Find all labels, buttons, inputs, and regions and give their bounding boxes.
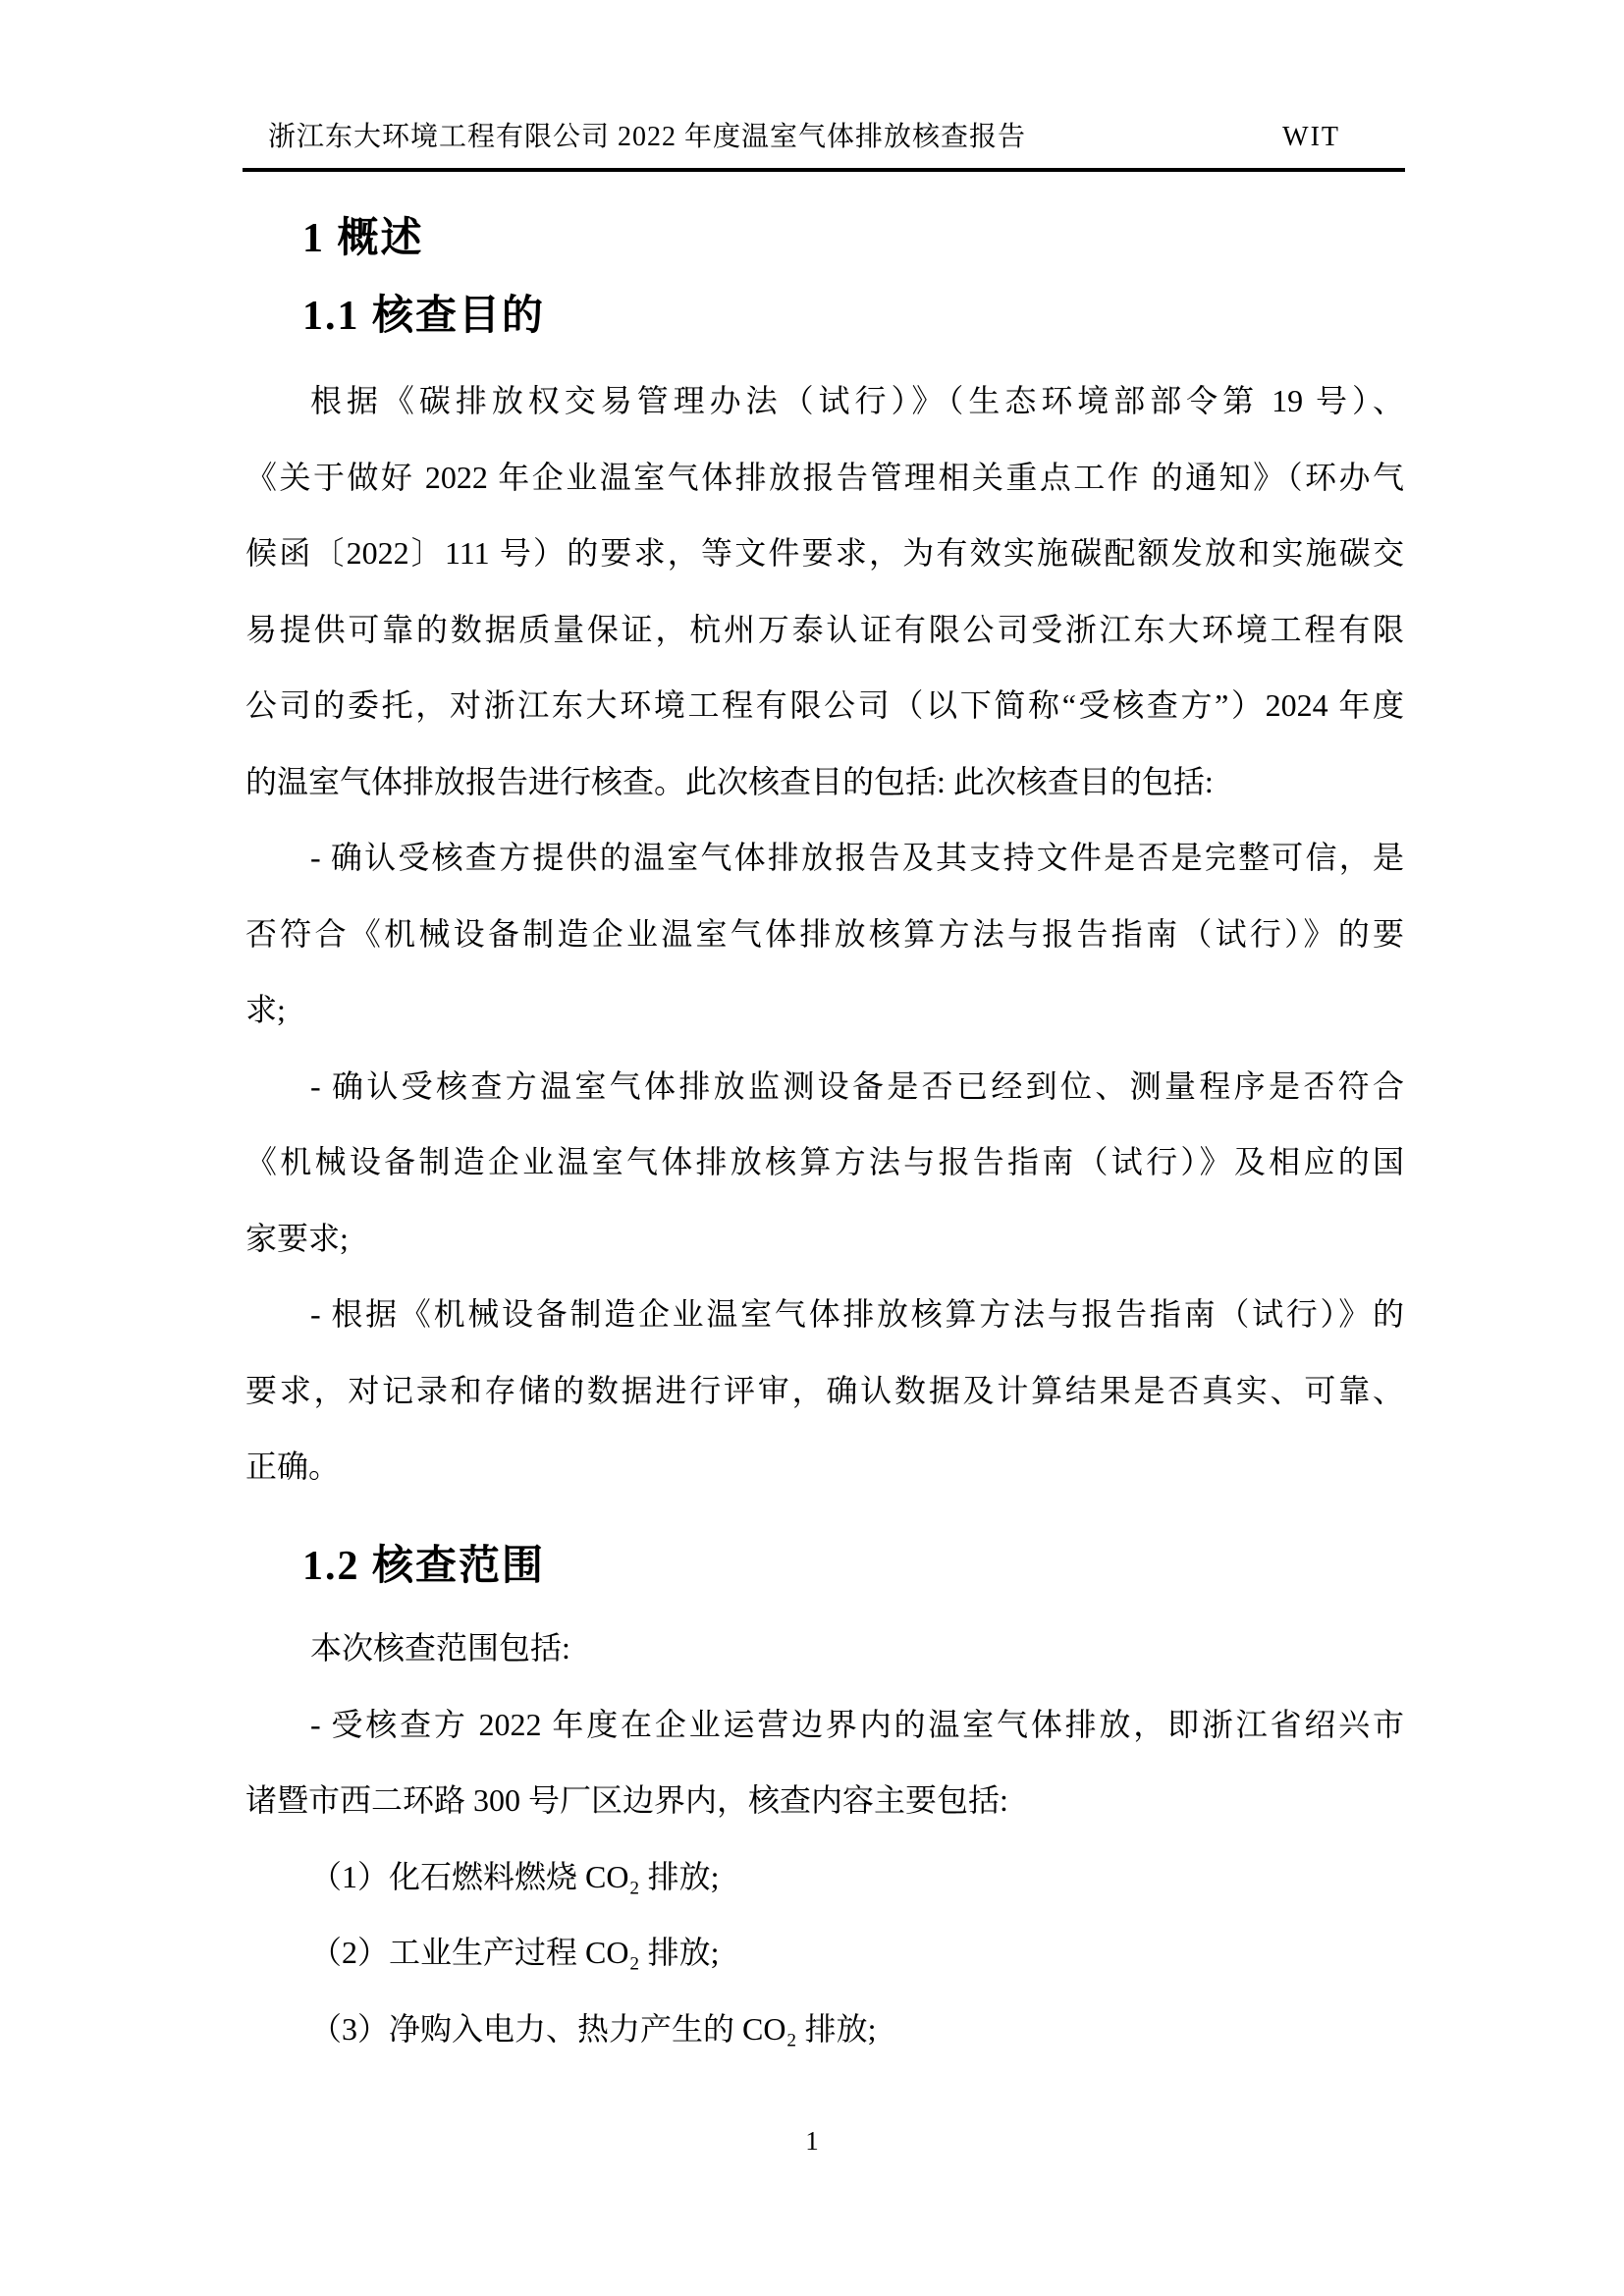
paragraph-block-scope bbox=[245, 1611, 1404, 2067]
text-line: 诸暨市西二环路 300 号厂区边界内，核查内容主要包括: bbox=[245, 1782, 1008, 1818]
text-line: 否符合《机械设备制造企业温室气体排放核算方法与报告指南（试行）》的要 bbox=[245, 915, 1404, 952]
paragraph-block-purpose bbox=[245, 363, 1404, 1505]
section-heading-text: 1.1 核查目的 bbox=[302, 294, 546, 339]
text-line: （1）化石燃料燃烧 CO₂ 排放; bbox=[310, 1858, 720, 1894]
text-line: 本次核查范围包括: bbox=[310, 1630, 570, 1666]
text-line: - 受核查方 2022 年度在企业运营边界内的温室气体排放，即浙江省绍兴市 bbox=[310, 1706, 1404, 1742]
text-line: 正确。 bbox=[245, 1449, 341, 1484]
text-line: - 确认受核查方提供的温室气体排放报告及其支持文件是否是完整可信，是 bbox=[310, 840, 1404, 875]
text-line: 易提供可靠的数据质量保证，杭州万泰认证有限公司受浙江东大环境工程有限 bbox=[245, 611, 1404, 647]
text-line: 根据《碳排放权交易管理办法（试行）》（生态环境部部令第 19 号）、 bbox=[310, 383, 1404, 418]
text-line: 公司的委托，对浙江东大环境工程有限公司（以下简称“受核查方”）2024 年度 bbox=[245, 687, 1404, 723]
text-line: 的温室气体排放报告进行核查。此次核查目的包括: 此次核查目的包括: bbox=[245, 763, 1214, 799]
text-line: 家要求; bbox=[245, 1220, 349, 1256]
text-line: 要求，对记录和存储的数据进行评审，确认数据及计算结果是否真实、可靠、 bbox=[245, 1372, 1404, 1408]
page-header bbox=[245, 116, 1404, 159]
text-line: - 确认受核查方温室气体排放监测设备是否已经到位、测量程序是否符合 bbox=[310, 1067, 1404, 1104]
page-number: 1 bbox=[805, 2126, 819, 2156]
text-line: 求; bbox=[245, 992, 286, 1027]
text-line: 《机械设备制造企业温室气体排放核算方法与报告指南（试行）》及相应的国 bbox=[245, 1144, 1404, 1179]
header-rule bbox=[243, 168, 1405, 172]
header-org-mark: WIT bbox=[1282, 122, 1340, 152]
heading-1-1-purpose bbox=[245, 287, 1404, 346]
section-heading-text: 1.2 核查范围 bbox=[302, 1544, 546, 1589]
text-line: （3）净购入电力、热力产生的 CO₂ 排放; bbox=[310, 2010, 877, 2047]
text-line: 《关于做好 2022 年企业温室气体排放报告管理相关重点工作 的通知》（环办气 bbox=[245, 459, 1404, 495]
heading-1-2-scope bbox=[245, 1537, 1404, 1596]
text-line: - 根据《机械设备制造企业温室气体排放核算方法与报告指南（试行）》的 bbox=[310, 1296, 1404, 1332]
section-heading-text: 1 概述 bbox=[302, 216, 424, 261]
text-line: 候函〔2022〕111 号）的要求，等文件要求，为有效实施碳配额发放和实施碳交 bbox=[245, 535, 1404, 571]
header-title: 浙江东大环境工程有限公司 2022 年度温室气体排放核查报告 bbox=[268, 122, 1027, 152]
heading-1-overview bbox=[245, 209, 1404, 268]
text-line: （2）工业生产过程 CO₂ 排放; bbox=[310, 1935, 720, 1970]
